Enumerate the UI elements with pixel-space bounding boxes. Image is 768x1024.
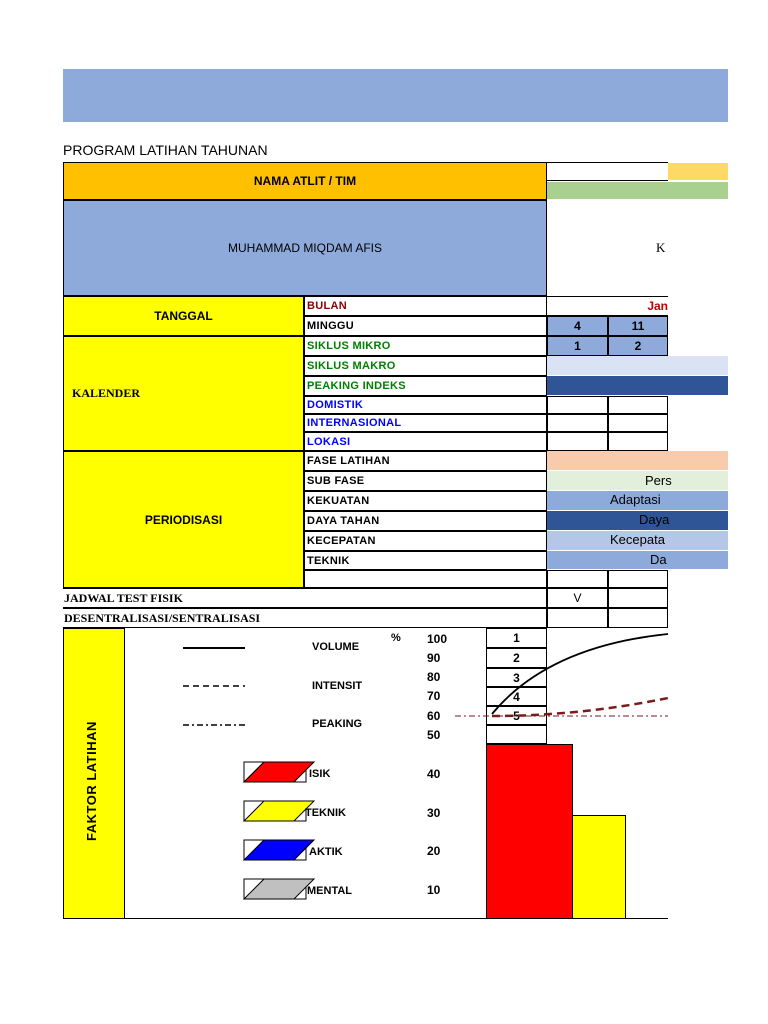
header-banner (63, 69, 728, 122)
legend-fisik: ISIK (309, 768, 331, 780)
teknik-value: Da (650, 552, 667, 567)
scale-70: 70 (427, 689, 441, 703)
tanggal-label-cell (63, 296, 304, 336)
internasional-label: INTERNASIONAL (304, 414, 547, 432)
jadwal-mark: V (547, 588, 608, 608)
index-1: 1 (486, 628, 547, 648)
siklus-makro-label: SIKLUS MAKRO (304, 356, 547, 376)
teknik-label: TEKNIK (304, 551, 547, 570)
mental-legend-box (244, 879, 314, 899)
legend-teknik: TEKNIK (305, 807, 346, 819)
faktor-latihan-label: FAKTOR LATIHAN (84, 721, 99, 841)
daya-tahan-bar (547, 511, 728, 530)
fisik-bar (486, 744, 573, 919)
daya-tahan-value: Daya (639, 512, 670, 527)
periodisasi-label-cell (63, 451, 304, 588)
kekuatan-value: Adaptasi (610, 492, 661, 507)
kecepatan-label: KECEPATAN (304, 531, 547, 551)
kekuatan-label: KEKUATAN (304, 491, 547, 511)
peaking-indeks-label: PEAKING INDEKS (304, 376, 547, 396)
desentralisasi-cell-2 (608, 608, 668, 628)
peaking-indeks-bar (547, 376, 728, 395)
legend-peaking: PEAKING (312, 718, 363, 730)
top-right-yellow-bar (668, 163, 728, 180)
intensitas-curve (492, 698, 668, 716)
fisik-legend-box (244, 762, 314, 782)
siklus-makro-bar (547, 356, 728, 375)
scale-100: 100 (427, 632, 448, 646)
index-3: 3 (486, 668, 547, 687)
domistik-label: DOMISTIK (304, 396, 547, 414)
sub-fase-bar (547, 471, 728, 490)
sub-fase-label: SUB FASE (304, 471, 547, 491)
legend-mental: MENTAL (307, 885, 353, 897)
kecepatan-value: Kecepata (610, 532, 665, 547)
legend-taktik: AKTIK (309, 846, 343, 858)
faktor-curves (450, 628, 728, 728)
percent-symbol: % (391, 632, 401, 644)
kalender-label: KALENDER (72, 386, 141, 400)
siklus-mikro-value-2: 2 (608, 336, 668, 356)
fase-latihan-bar (547, 451, 728, 470)
internasional-cell-1 (547, 414, 608, 432)
legend-intensitas: INTENSIT (312, 680, 363, 692)
daya-tahan-label: DAYA TAHAN (304, 511, 547, 531)
lokasi-cell-1 (547, 432, 608, 451)
index-4: 4 (486, 687, 547, 706)
legend-volume: VOLUME (312, 641, 360, 653)
index-5: 5 (486, 706, 547, 725)
athlete-name-cell (63, 200, 547, 296)
siklus-mikro-label: SIKLUS MIKRO (304, 336, 547, 356)
faktor-latihan-label-cell (63, 628, 125, 919)
cut-letter: K (656, 240, 666, 255)
month-value: Jan (647, 299, 668, 313)
lokasi-cell-2 (608, 432, 668, 451)
sub-fase-value: Pers (645, 473, 672, 488)
teknik-legend-box (244, 801, 314, 821)
athlete-name: MUHAMMAD MIQDAM AFIS (227, 241, 382, 255)
index-2: 2 (486, 648, 547, 668)
nama-atlit-label-cell (63, 162, 547, 200)
scale-20: 20 (427, 844, 441, 858)
taktik-legend-box (244, 840, 314, 860)
desentralisasi-label: DESENTRALISASI/SENTRALISASI (63, 608, 547, 628)
top-right-line (547, 162, 668, 181)
jadwal-cell-2 (608, 588, 668, 608)
periodisasi-empty-row (304, 570, 547, 588)
scale-40: 40 (427, 767, 441, 781)
scale-60: 60 (427, 709, 441, 723)
scale-50: 50 (427, 728, 441, 742)
kalender-label-cell (63, 336, 304, 451)
fase-latihan-label: FASE LATIHAN (304, 451, 547, 471)
siklus-mikro-value-1: 1 (547, 336, 608, 356)
legend-line-samples (175, 636, 255, 736)
scale-30: 30 (427, 806, 441, 820)
periodisasi-empty-2 (608, 570, 668, 588)
lokasi-label: LOKASI (304, 432, 547, 451)
bulan-value (547, 296, 668, 316)
nama-atlit-label: NAMA ATLIT / TIM (253, 174, 357, 188)
teknik-bar (547, 551, 728, 569)
top-right-green-bar (547, 182, 728, 199)
minggu-value-2: 11 (608, 316, 668, 336)
scale-10: 10 (427, 883, 441, 897)
minggu-label: MINGGU (304, 316, 547, 336)
desentralisasi-cell-1 (547, 608, 608, 628)
tanggal-label: TANGGAL (154, 309, 213, 323)
domistik-cell-2 (608, 396, 668, 414)
minggu-value-1: 4 (547, 316, 608, 336)
teknik-bar (572, 815, 626, 919)
scale-90: 90 (427, 651, 441, 665)
periodisasi-empty-1 (547, 570, 608, 588)
periodisasi-label: PERIODISASI (144, 512, 223, 527)
legend-color-boxes (240, 760, 320, 905)
bulan-label: BULAN (304, 296, 547, 316)
jadwal-test-fisik-label: JADWAL TEST FISIK (63, 588, 547, 608)
page-title: PROGRAM LATIHAN TAHUNAN (63, 142, 268, 158)
scale-80: 80 (427, 670, 441, 684)
domistik-cell-1 (547, 396, 608, 414)
internasional-cell-2 (608, 414, 668, 432)
